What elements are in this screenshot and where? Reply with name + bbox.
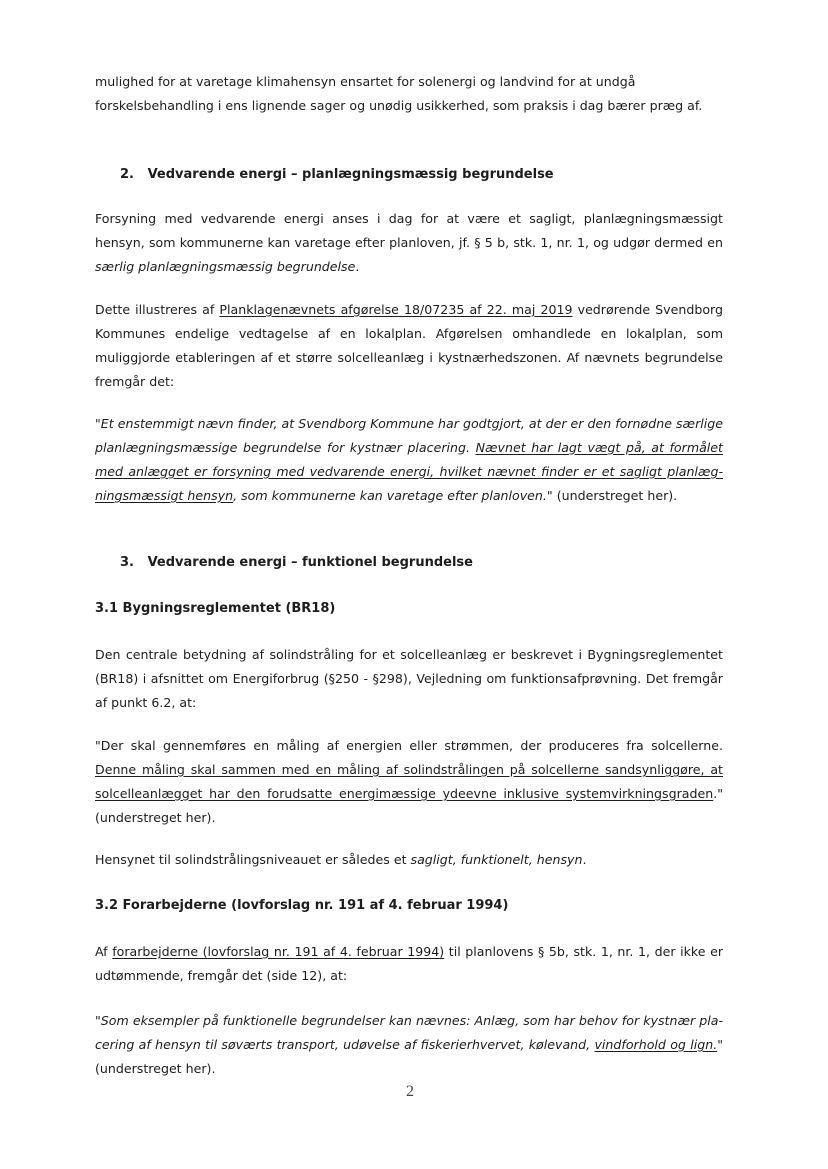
paragraph-text: vedrørende Svendborg Kommunes endelige vedtagelse af en lokalplan. Afgørelsen omhandlede en lokalplan, som muliggjorde etableringen af et større solcelleanlæg i kystnærhedszonen. Af nævnets begrundelse fremgår det: [95,302,723,389]
paragraph-intro-line1: mulighed for at varetage klimahensyn ensartet for solenergi og landvind for at undgå [95,74,636,89]
subsection-heading-3-1: 3.1 Bygningsreglementet (BR18) [95,601,336,616]
paragraph-br18: Den centrale betydning af solindstråling for et solcelleanlæg er beskrevet i Bygningsreglementet (BR18) i afsnittet om Energiforbrug (§250 - §298), Vejledning om funktionsafprøvning. Det fremgår af punkt 6.2, at: [95,647,723,710]
quote-text: " [717,1037,723,1052]
quote-forarbejder [95,1009,723,1081]
section-title: Vedvarende energi – planlægningsmæssig begrundelse [147,167,554,182]
italic-phrase: særlig planlægningsmæssig begrundelse [95,259,356,274]
forarbejder-link[interactable]: forarbejderne (lovforslag nr. 191 af 4. februar 1994) [112,944,445,959]
paragraph-intro [95,70,723,118]
quote-text: , som kommunerne kan varetage efter planloven." [233,488,553,503]
punctuation: . [582,852,587,867]
quote-nævn [95,412,723,508]
page-number: 2 [406,1083,414,1100]
paragraph-illustration [95,298,723,394]
paragraph-text: Forsyning med vedvarende energi anses i dag for at være et sagligt, planlægningsmæssigt hensyn, som kommunerne kan varetage efter planloven, jf. § 5 b, stk. 1, nr. 1, og udgør dermed en [95,211,723,250]
subsection-heading-3-2: 3.2 Forarbejderne (lovforslag nr. 191 af 4. februar 1994) [95,898,509,913]
paragraph-text: Dette illustreres af [95,302,220,317]
paragraph-text: Af [95,944,113,959]
quote-note: ." (understreget her). [95,786,723,825]
quote-underlined: Nævnet har lagt vægt på, at formålet med anlægget er forsyning med vedvarende energi, hvilket nævnet finder er et sagligt planlæg-ningsmæssigt hensyn [95,440,723,503]
quote-note: (understreget her). [95,1061,216,1076]
quote-underlined: Denne måling skal sammen med en måling af solindstrålingen på solcellerne sandsynliggøre, at solcelleanlægget har den forudsatte energimæssige ydeevne inklusive systemvirkningsgraden [95,762,723,801]
decision-link[interactable]: Planklagenævnets afgørelse 18/07235 af 22. maj 2019 [219,302,573,317]
quote-text: "Som eksempler på funktionelle begrundelser kan nævnes: Anlæg, som har behov for kystnær pla-cering af hensyn til søværts transport, udøvelse af fiskerierhvervet, kølevand, [95,1013,723,1052]
quote-underlined: vindforhold og lign. [594,1037,718,1052]
quote-br18 [95,734,723,830]
quote-note: (understreget her). [552,488,678,503]
paragraph-forsyning [95,207,723,279]
section-number: 2. [120,167,134,182]
paragraph-hensyn [95,848,723,872]
paragraph-intro-line2: forskelsbehandling i ens lignende sager og unødig usikkerhed, som praksis i dag bærer præg af. [95,98,703,113]
section-number: 3. [120,555,134,570]
section-title: Vedvarende energi – funktionel begrundelse [147,555,473,570]
quote-text: "Der skal gennemføres en måling af energien eller strømmen, der produceres fra solcellerne. [95,738,723,753]
punctuation: . [355,259,360,274]
paragraph-text: Hensynet til solindstrålingsniveauet er således et [95,852,411,867]
paragraph-text: til planlovens § 5b, stk. 1, nr. 1, der ikke er udtømmende, fremgår det (side 12), at: [95,944,724,983]
paragraph-forarbejder [95,940,723,988]
section-heading-2 [120,164,554,186]
quote-text: "Et enstemmigt nævn finder, at Svendborg Kommune har godtgjort, at der er den fornødne særlige planlægningsmæssige begrundelse for kystnær placering. [95,416,723,455]
section-heading-3 [120,552,473,574]
italic-phrase: sagligt, funktionelt, hensyn [410,852,583,867]
